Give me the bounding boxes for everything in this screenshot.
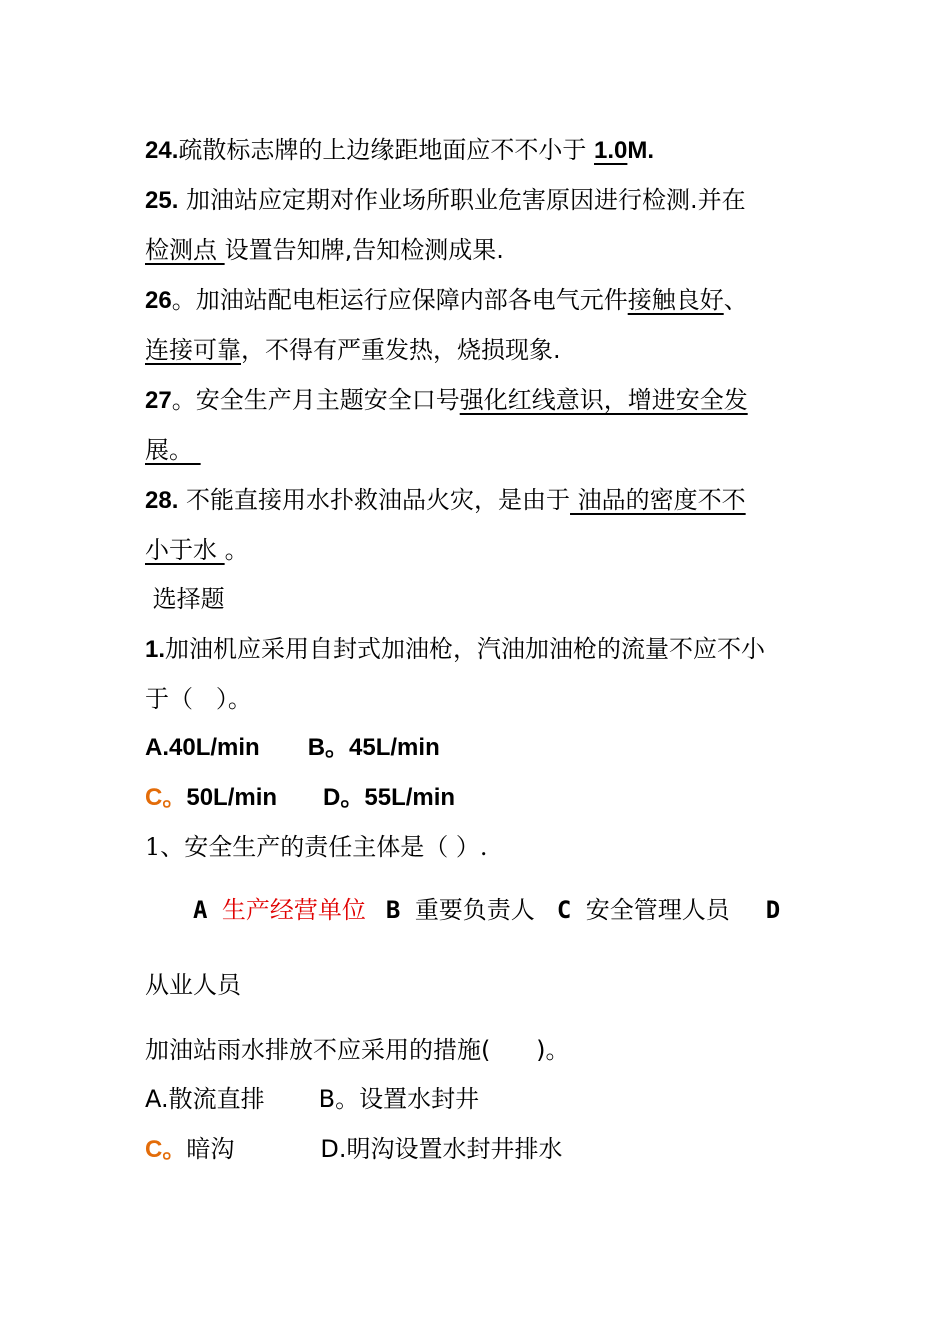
q28-number: 28. <box>145 487 179 514</box>
mc2-option-b: 重要负责人 <box>414 896 535 924</box>
q27-answer-1: 强化红线意识，增进安全发 <box>459 386 748 414</box>
mc2-option-d-letter: D <box>765 896 781 924</box>
q26-tail: ，不得有严重发热，烧损现象. <box>241 336 561 364</box>
mc1-question-line-2: 于（ ）。 <box>145 685 252 713</box>
mc2-option-c-letter: C <box>556 896 586 924</box>
mc2-option-b-letter: B <box>385 896 415 924</box>
q27-answer-2: 展。 <box>145 436 201 464</box>
q25-line-2 <box>145 233 815 267</box>
mc3-option-b: B。设置水封井 <box>318 1085 480 1113</box>
mc3-options-row-2 <box>145 1132 815 1166</box>
q24-answer: 1.0 <box>594 137 628 164</box>
mc1-question-a: 加油机应采用自封式加油枪，汽油加油枪的流量不应不小 <box>165 635 766 663</box>
section-title: 选择题 <box>145 585 225 613</box>
mc2-options-row <box>193 893 813 927</box>
q27-line-2 <box>145 433 815 467</box>
q25-line-1 <box>145 183 815 217</box>
q26-text: 。加油站配电柜运行应保障内部各电气元件 <box>171 286 628 314</box>
mc3-option-c: 暗沟 <box>186 1135 235 1163</box>
mc3-question: 加油站雨水排放不应采用的措施( )。 <box>145 1036 570 1064</box>
q28-answer-2: 小于水 <box>145 536 225 564</box>
mc1-option-c: 50L/min <box>186 784 278 811</box>
mc2-question: 1、安全生产的责任主体是（ ）. <box>145 833 488 861</box>
q28-line-2 <box>145 533 815 567</box>
q27-number: 27 <box>145 387 172 414</box>
mc2-option-d: 从业人员 <box>145 971 241 999</box>
q26-number: 26 <box>145 287 172 314</box>
q25-answer: 检测点 <box>145 236 225 264</box>
q26-line-2 <box>145 333 815 367</box>
q26-sep: 、 <box>723 286 748 314</box>
q24-text: 疏散标志牌的上边缘距地面应不不小于 <box>178 136 595 164</box>
q27-line-1 <box>145 383 815 417</box>
mc1-options-row-1 <box>145 731 815 765</box>
mc2-option-a-letter: A <box>193 896 222 924</box>
mc1-option-d: D。55L/min <box>323 784 456 811</box>
q28-answer-1: 油品的密度不不 <box>570 486 746 514</box>
q25-tail: 设置告知牌,告知检测成果. <box>224 236 504 264</box>
mc3-option-a: A.散流直排 <box>145 1085 265 1113</box>
mc1-question-line-1 <box>145 632 815 666</box>
mc3-option-c-letter: C。 <box>145 1136 187 1163</box>
mc1-options-row-2 <box>145 781 815 815</box>
q28-line-1 <box>145 483 815 517</box>
mc1-option-a: A.40L/min <box>145 734 260 761</box>
mc1-option-b: B。45L/min <box>307 734 440 761</box>
q24-number: 24. <box>145 137 179 164</box>
q26-answer-1: 接触良好 <box>627 286 724 314</box>
mc3-options-row-1 <box>145 1082 815 1116</box>
mc2-option-c: 安全管理人员 <box>585 896 730 924</box>
mc3-option-d: D.明沟设置水封井排水 <box>320 1135 563 1163</box>
q24-tail: M. <box>627 137 655 164</box>
q25-number: 25. <box>145 187 179 214</box>
mc2-option-a: 生产经营单位 <box>221 896 366 924</box>
q26-answer-2: 连接可靠 <box>145 336 241 364</box>
q27-text: 。安全生产月主题安全口号 <box>171 386 460 414</box>
q28-text: 不能直接用水扑救油品火灾，是由于 <box>178 486 571 514</box>
q24-line <box>145 133 815 167</box>
q25-text: 加油站应定期对作业场所职业危害原因进行检测.并在 <box>178 186 746 214</box>
q26-line-1 <box>145 283 815 317</box>
q28-tail: 。 <box>224 536 249 564</box>
mc1-number: 1. <box>145 636 166 663</box>
mc1-option-c-letter: C。 <box>145 784 187 811</box>
